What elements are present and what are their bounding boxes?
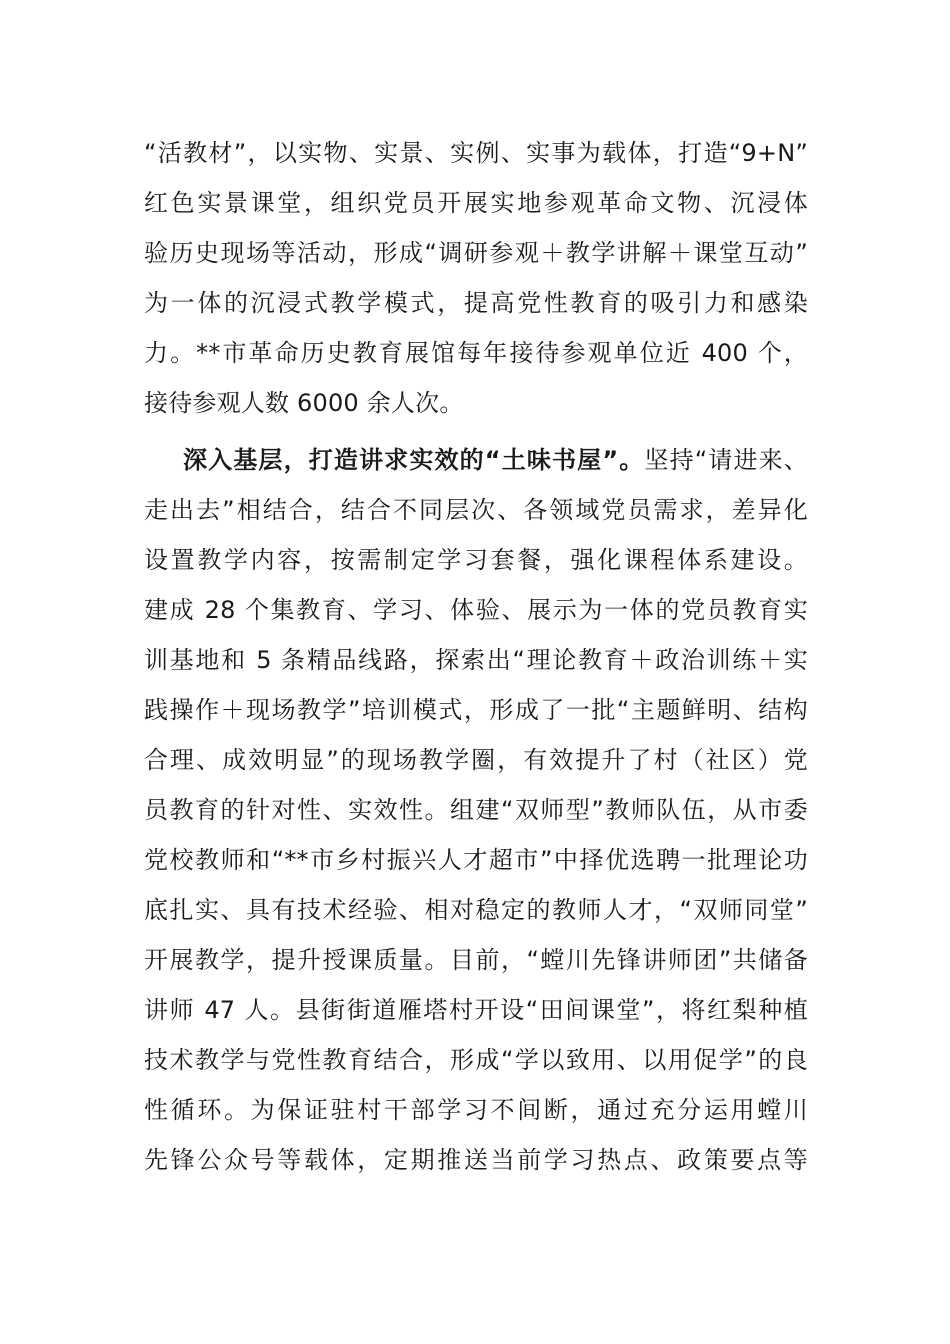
paragraph-grassroots [144, 435, 808, 1185]
text-line: 开展教学，提升授课质量。目前，“螳川先锋讲师团”共储备 [144, 946, 808, 974]
heading-line-rest: 坚持“请进来、 [644, 446, 808, 474]
document-body [144, 128, 808, 1185]
text-line: 力。**市革命历史教育展馆每年接待参观单位近 400 个， [144, 339, 808, 367]
text-line: 走出去”相结合，结合不同层次、各领域党员需求，差异化 [144, 496, 808, 524]
text-line: 技术教学与党性教育结合，形成“学以致用、以用促学”的良 [144, 1046, 808, 1074]
text-line: 设置教学内容，按需制定学习套餐，强化课程体系建设。 [144, 546, 808, 574]
text-line: 验历史现场等活动，形成“调研参观＋教学讲解＋课堂互动” [144, 239, 808, 267]
paragraph-red-classroom [144, 128, 808, 428]
text-line: 先锋公众号等载体，定期推送当前学习热点、政策要点等 [144, 1146, 808, 1174]
text-line-with-heading [144, 435, 808, 485]
text-line: 为一体的沉浸式教学模式，提高党性教育的吸引力和感染 [144, 289, 808, 317]
text-line: 训基地和 5 条精品线路，探索出“理论教育＋政治训练＋实 [144, 646, 808, 674]
text-line: 接待参观人数 6000 余人次。 [144, 389, 464, 417]
text-line: 底扎实、具有技术经验、相对稳定的教师人才，“双师同堂” [144, 896, 808, 924]
text-line: 红色实景课堂，组织党员开展实地参观革命文物、沉浸体 [144, 189, 808, 217]
text-line: 党校教师和“**市乡村振兴人才超市”中择优选聘一批理论功 [144, 846, 808, 874]
text-line: 合理、成效明显”的现场教学圈，有效提升了村（社区）党 [144, 746, 808, 774]
text-line: 性循环。为保证驻村干部学习不间断，通过充分运用螳川 [144, 1096, 808, 1124]
text-line: “活教材”，以实物、实景、实例、实事为载体，打造“9+N” [144, 139, 808, 167]
text-line: 讲师 47 人。县街街道雁塔村开设“田间课堂”，将红梨种植 [144, 996, 808, 1024]
text-line: 践操作＋现场教学”培训模式，形成了一批“主题鲜明、结构 [144, 696, 808, 724]
text-line: 建成 28 个集教育、学习、体验、展示为一体的党员教育实 [144, 596, 808, 624]
text-line: 员教育的针对性、实效性。组建“双师型”教师队伍，从市委 [144, 796, 808, 824]
paragraph-heading: 深入基层，打造讲求实效的“土味书屋”。 [182, 446, 645, 474]
